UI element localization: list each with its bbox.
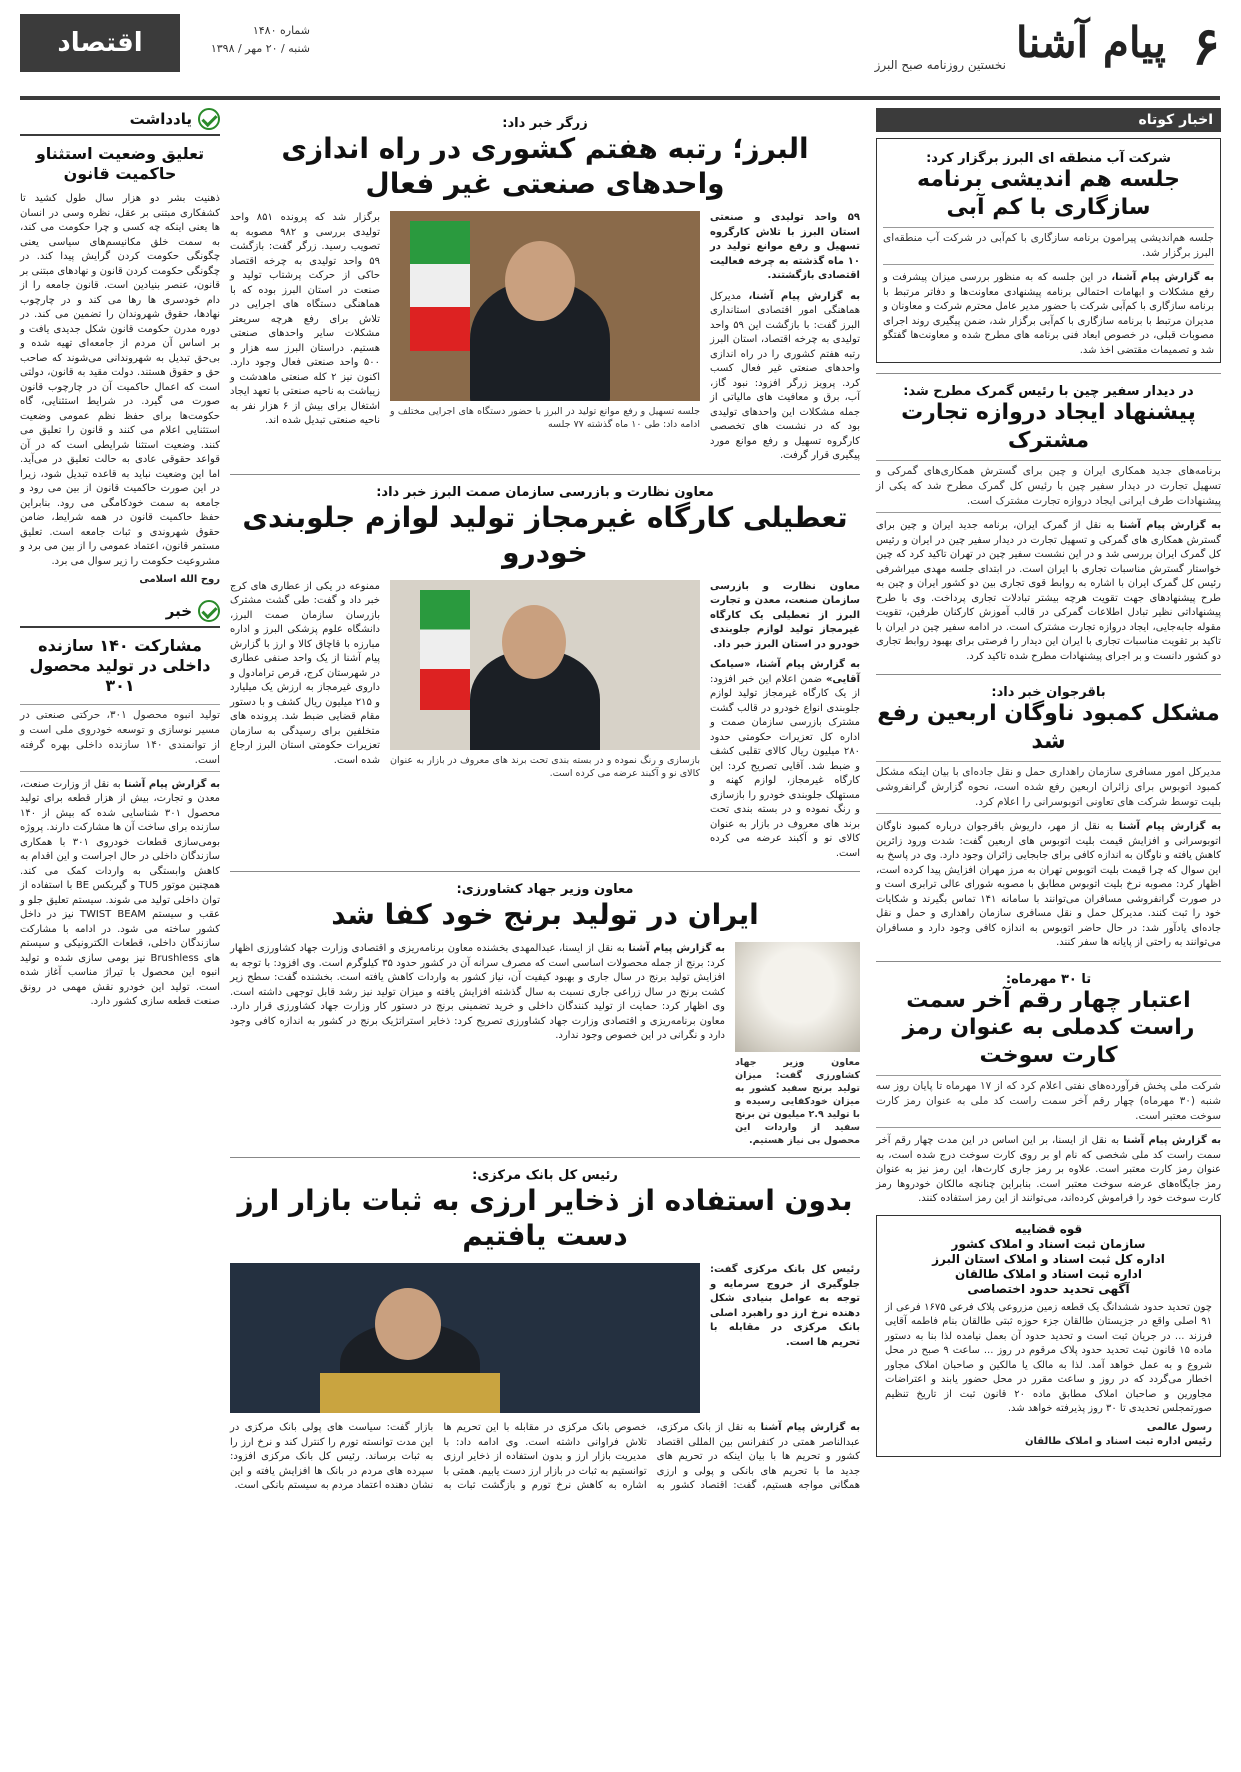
flag-icon: [410, 221, 470, 351]
story-industrial-units: [230, 116, 860, 464]
story1-kicker: زرگر خبر داد:: [502, 116, 588, 131]
story1-lead: ۵۹ واحد تولیدی و صنعتی استان البرز با تلاش کارگروه تسهیل و رفع موانع تولید در ۱۰ ماه گذشته به چرخه فعالیت اقتصادی بازگشتند.: [710, 212, 860, 281]
story2-caption: بازسازی و رنگ نموده و در بسته بندی تحت برند های معروف در بازار به عنوان کالای نو و آکبند عرضه می کرده است.: [390, 754, 700, 779]
note-label: یادداشت: [129, 110, 192, 128]
note-author: روح الله اسلامی: [139, 574, 220, 585]
news1-body: به گزارش پیام آشنا، در این جلسه که به منظور بررسی میزان پیشرفت و رفع مشکلات و ابهامات احتمالی برنامه پیشنهادی معاونت‌ها و دفاتر مرتبط با برنامه سازگاری با کم‌آبی شرکت با حضور مدیر عامل محترم شرکت و معاونان و مدیران مرتبط با برنامه سازگاری با کم‌آبی برگزار شد، ضمن پیگیری روند اجرای مصوبات قبلی، در خصوص ابعاد فنی برنامه های مطرح شده و معاونت‌ها گفتگو شد و تصمیمات مقتضی اخذ شد.: [883, 272, 1214, 356]
news2-kicker: در دیدار سفیر چین با رئیس گمرک مطرح شد:: [903, 384, 1194, 399]
short-news-1: [876, 138, 1221, 363]
check-icon: [198, 108, 220, 130]
flag-icon: [420, 590, 470, 710]
story4-photo: [230, 1263, 700, 1413]
story2-lead: معاون نظارت و بازرسی سازمان صنعت، معدن و تجارت البرز از تعطیلی یک کارگاه غیرمجاز تولید لوازم جلوبندی خودرو در استان البرز خبر داد.: [710, 580, 860, 650]
short-news-label: اخبار کوتاه: [876, 108, 1221, 132]
news4-title: اعتبار چهار رقم آخر سمت راست کدملی به عنوان رمز کارت سوخت: [902, 987, 1195, 1068]
news2-body: به گزارش پیام آشنا به نقل از گمرک ایران، برنامه جدید ایران و چین برای گسترش همکاری های گمرکی و تسهیل تجارت در دیدار سفیر چین در ایران و رئیس کل گمرک ایران بررسی شد و در این نشست سفیر چین در تهران تاکید کرد که چین خواستار گسترش مناسبات تجاری با ایران است. در ابتدای جلسه مهدی میراشرفی رئیس کل گمرک ایران با اشاره به روابط قوی تجاری بین دو کشور ایران و چین به طرح پیشنهادهای جهت تقویت هرچه بیشتر تبادلات تجاری پرداخت. وی با طرح پیشنهاداتی نظیر تبادل اطلاعات گمرکی در قالب آموزش کارکنان طرفین، تقویت مقوله جابه‌جایی، ایجاد دروازه تجارت مشترک است. در ادامه سفیر چین در ایران با تاکید بر تقویت مناسبات تجاری با ایران این دیدار را فرصتی برای بهبود روابط تجاری دو کشور دانست و بر اجرای پیشنهادات مطرح شده تاکید کرد.: [876, 520, 1222, 662]
issue-number: شماره ۱۴۸۰: [252, 24, 310, 37]
notice-title-1: قوه قضاییه: [1014, 1221, 1083, 1236]
short-news-4: [876, 972, 1221, 1207]
notice-signature-name: رسول عالمی: [1146, 1421, 1212, 1433]
story4-lead: رئیس کل بانک مرکزی گفت: جلوگیری از خروج سرمایه و توجه به عوامل بنیادی شکل دهنده نرخ ارز دو راهبرد اصلی بانک مرکزی در مقابله با تحریم ها است.: [710, 1264, 860, 1348]
story1-caption: جلسه تسهیل و رفع موانع تولید در البرز با حضور دستگاه های اجرایی مختلف و ادامه داد: طی ۱۰ ماه گذشته ۷۷ جلسه: [390, 406, 700, 430]
left-column: [20, 108, 220, 1010]
tagline: نخستین روزنامه صبح البرز: [874, 58, 1006, 72]
news4-lead: شرکت ملی پخش فرآورده‌های نفتی اعلام کرد که از ۱۷ مهرماه تا پایان روز سه شنبه (۳۰ مهرماه) چهار رقم آخر سمت راست کد ملی به عنوان رمز کارت سوخت معتبر است.: [876, 1075, 1221, 1128]
note-header: [20, 108, 220, 136]
news3-title: مشکل کمبود ناوگان اربعین رفع شد: [877, 701, 1220, 754]
face-shape: [502, 605, 566, 679]
story3-title: ایران در تولید برنج خود کفا شد: [331, 898, 759, 931]
middle-column: [230, 108, 860, 1494]
story1-photo: [390, 211, 700, 401]
check-icon: [198, 600, 220, 622]
notice-body: چون تحدید حدود ششدانگ یک قطعه زمین مزروعی پلاک فرعی ۱۶۷۵ فرعی از ۹۱ اصلی واقع در جزیستان طالقان جزء حوزه ثبتی طالقان بنام فاطمه آقایی فرزند ... در جریان ثبت است و تحدید حدود آن بعمل نیامده لذا بنا به دستور ماده ۱۵ قانون ثبت تحدید حدود پلاک مرقوم در روز ... ساعت ۹ صبح در محل شروع و به عمل خواهد آمد. لذا به مالک یا مالکین و صاحبان املاک مجاور اخطار می‌گردد که در روز و ساعت مقرر در محل حضور یابند و اعتراضات مجاورین و صاحبان املاک مطابق ماده ۲۰ قانون ثبت از تاریخ تنظیم صورتمجلس تحدیدی تا ۳۰ روز پذیرفته خواهد شد.: [885, 1301, 1212, 1414]
news2-title: پیشنهاد ایجاد دروازه تجارت مشترک: [901, 400, 1196, 453]
story3-caption: معاون وزیر جهاد کشاورزی گفت: میزان تولید برنج سفید کشور به میزان خودکفایی رسیده و با تولید ۲.۹ میلیون تن برنج سفید از واردات این محصول بی نیاز هستیم.: [735, 1057, 860, 1146]
divider: [876, 373, 1221, 374]
story3-body: به گزارش پیام آشنا به نقل از ایسنا، عبدالمهدی بخشنده معاون برنامه‌ریزی و اقتصادی وزارت جهاد کشاورزی اظهار کرد: برنج از جمله محصولات اساسی است که مصرف سرانه آن در کشور حدود ۳۵ کیلوگرم است. وی افزود: با توجه به افزایش تولید برنج در سال جاری و بهبود کیفیت آن، نیاز کشور به واردات کاهش یافته است. بخشنده گفت: سطح زیر کشت برنج در سال زراعی جاری نسبت به سال گذشته افزایش یافته و میزان تولید نیز رشد قابل توجهی داشته است. وی اظهار کرد: حمایت از تولید کنندگان داخلی و خرید تضمینی برنج در دستور کار وزارت جهاد کشاورزی قرار دارد. معاون برنامه‌ریزی و اقتصادی وزارت جهاد کشاورزی تصریح کرد: ذخایر استراتژیک برنج در کشور به اندازه کافی وجود دارد و نگرانی در این خصوص وجود ندارد.: [230, 943, 725, 1041]
divider: [876, 961, 1221, 962]
news3-body: به گزارش پیام آشنا به نقل از مهر، داریوش باقرجوان درباره کمبود ناوگان اتوبوسرانی و افزایش قیمت بلیت اتوبوس های اربعین گفت: شدت ورود زائرین کاهش یافته و ناوگان به اندازه کافی برای جابجایی زائران وجود دارد. وی در پاسخ به این سوال که چرا قیمت بلیت اتوبوس تهران به مرز مهران افزایش پیدا کرده است، اظهار کرد: مصوبه نرخ بلیت اتوبوس مطابق با مصوبه شورای عالی ترابری است و در صورت گرانفروشی مسافران می‌توانند با سامانه ۱۴۱ تماس بگیرند و شکایات خود را ثبت کنند. مدیرکل حمل و نقل مسافری سازمان راهداری و حمل و نقل جاده‌ای یادآور شد: در حال حاضر اتوبوس به اندازه کافی وجود دارد و مسافران می‌توانند به راحتی از پایانه ها سفر کنند.: [876, 821, 1221, 948]
face-shape: [375, 1288, 441, 1360]
story1-body-2: برگزار شد که پرونده ۸۵۱ واحد تولیدی بررسی و ۹۸۲ مصوبه به تصویب رسید. زرگر گفت: بازگشت ۵۹ واحد تولیدی به چرخه اقتصاد حاکی از حرکت پرشتاب تولید و صنعت در استان البرز بوده که با هماهنگی دستگاه های اجرایی در تلاش برای رفع هرچه سریعتر مشکلات سایر واحدهای صنعتی هستیم. دراستان البرز سه هزار و ۵۰۰ واحد صنعتی فعال وجود دارد. اکنون نیز ۲ کله صنعتی ماهدشت و زیباشت به ناحیه صنعتی با تعهد ایجاد اشتغال برای بیش از ۶ هزار نفر به ناحیه صنعتی تبدیل شده اند.: [230, 212, 381, 426]
news4-body: به گزارش پیام آشنا به نقل از ایسنا، بر این اساس در این مدت چهار رقم آخر سمت راست کد ملی شخصی که نام او بر روی کارت سوخت درج شده است، به عنوان رمز کارت معتبر است. علاوه بر رمز جاری کارت‌ها، این رمز نیز به عنوان رمز جایگاه‌های عرضه سوخت معتبر است. بنابراین چنانچه مالکان خودروها رمز کارت سوخت خود را فراموش کرده‌اند، می‌توانند از این رمز استفاده کنند.: [876, 1135, 1221, 1204]
story1-body: به گزارش پیام آشنا، مدیرکل هماهنگی امور اقتصادی استانداری البرز گفت: با بازگشت این ۵۹ واحد تولیدی به چرخه اقتصاد، استان البرز رتبه هفتم کشوری را در راه اندازی واحدهای صنعتی غیر فعال کسب کرد. پرویز زرگر افزود: نبود گاز، آب، برق و معافیت های مالیاتی از جمله مشکلات این واحدهای تولیدی بود که در نشست های تخصصی کارگروه تسهیل و رفع موانع مورد پیگیری قرار گرفت.: [710, 290, 860, 461]
divider: [876, 674, 1221, 675]
divider: [230, 871, 860, 872]
notice-signature-title: رئیس اداره ثبت اسناد و املاک طالقان: [1024, 1436, 1212, 1447]
masthead-rule: [20, 96, 1220, 100]
rice-photo: [735, 942, 860, 1052]
news-lead: تولید انبوه محصول ۳۰۱، حرکتی صنعتی در مسیر نوسازی و توسعه خودروی ملی است و از توانمندی ۱۴۰ سازنده داخلی بهره گرفته است.: [20, 704, 220, 772]
story2-photo: [390, 580, 700, 750]
story-illegal-workshop: [230, 485, 860, 862]
section-label: اقتصاد: [20, 14, 180, 72]
newspaper-logo: پیام آشنا: [1015, 18, 1166, 67]
notice-title-4: اداره ثبت اسناد و املاک طالقان: [955, 1266, 1142, 1281]
news1-title: جلسه هم اندیشی برنامه سازگاری با کم آبی: [917, 167, 1180, 220]
story2-body-2: ممنوعه در یکی از عطاری های کرج خبر داد و گفت: طی گشت مشترک بازرسان سازمان صمت البرز، دانشگاه علوم پزشکی البرز و اداره مبارزه با قاچاق کالا و ارز با گزارش پیام آشنا از یک واحد صنفی عطاری در شهرستان کرج، قرص ترامادول و داروی غیرمجاز به ارزش یک میلیارد و ۲۱۵ میلیون ریال کشف و با دستور مقام قضایی ضبط شد. پرونده های متخلفین برای رسیدگی به سازمان تعزیرات حکومتی استان البرز ارجاع شده است.: [230, 580, 380, 766]
story4-body: به گزارش پیام آشنا به نقل از بانک مرکزی، عبدالناصر همتی در کنفرانس بین المللی اقتصاد کشور و تحریم ها با بیان اینکه در تحریم های جدید ما با تحریم های بانکی و پولی و ارزی همگانی مواجه هستیم، گفت: اقتصاد کشور به خصوص بانک مرکزی در مقابله با این تحریم ها تلاش فراوانی داشته است. وی ادامه داد: با مدیریت بازار ارز و بدون استفاده از ذخایر ارزی توانستیم به ثبات در بازار ارز دست یابیم. همتی با اشاره به کاهش نرخ تورم و بازگشت ثبات به بازار گفت: سیاست های پولی بانک مرکزی در این مدت توانسته تورم را کنترل کند و نرخ ارز را به ثبات برساند. رئیس کل بانک مرکزی افزود: سپرده های مردم در بانک ها افزایش یافته و این نشان دهنده اعتماد مردم به سیستم بانکی است.: [230, 1422, 860, 1491]
story-central-bank: [230, 1168, 860, 1494]
notice-title-2: سازمان ثبت اسناد و املاک کشور: [951, 1236, 1146, 1251]
news1-lead: جلسه هم‌اندیشی پیرامون برنامه سازگاری با کم‌آبی در شرکت آب منطقه‌ای البرز برگزار شد.: [883, 227, 1214, 265]
issue-info: [211, 22, 310, 58]
note-body: ذهنیت بشر دو هزار سال طول کشید تا کشفکاری مبتنی بر عقل، نظره وسی در انسان ها یعنی اینکه چه کسی و چرا حکومت می کند، به سمت خلق مکانیسم‌های سیاسی یعنی چگونگی حکومت کردن گرایش پیدا کند. در چگونگی حکومت کردن قانون و نهادهای مبتنی بر قانون، عنصر بنیادین است. قانون جامعه را از دام خودسری ها رها می کند و در چارچوب نهادها، حقوق شهروندان را تضمین می کند. در دوره مدرن حکومت قانون شکل جدیدی یافت و بر اساس آن مردم از جامعه‌ای تهیه شده و بی‌حق تبدیل به شهروندانی می‌شوند که صاحب حق و حقوق هستند. دولت مقید به قانون، دولتی است که اعمال حاکمیت آن در چارچوب قانون صورت می گیرد. در شرایط استثنایی، گاه حکومت‌ها برای حفظ نظم عمومی وضعیت استثنایی اعلام می کنند و قانون را تعلیق می کنند. وضعیت استثنا شرایطی است که در آن قواعد حقوقی عادی به حالت تعلیق در می‌آید. اما این وضعیت نباید به قاعده تبدیل شود، زیرا در این صورت حاکمیت قانون از بین می رود و جامعه به سمت خودکامگی می رود. بنابراین حفظ حاکمیت قانون در همه شرایط، ضامن حقوق شهروندی و ثبات جامعه است. تعلیق مستمر قانون، اعتماد عمومی را از بین می برد و مشروعیت حکومت را زیر سوال می برد.: [20, 193, 220, 567]
news-body: به گزارش پیام آشنا به نقل از وزارت صنعت، معدن و تجارت، بیش از هزار قطعه برای تولید محصول ۳۰۱ شناسایی شده که بیش از ۱۴۰ سازنده برای ساخت آن ها مشارکت دارند. پروژه بومی‌سازی قطعات خودروی ۳۰۱ با همکاری سازندگان داخلی در حال اجراست و این اقدام به کاهش وابستگی به واردات کمک می کند. همچنین موتور TU5 و گیربکس BE با استفاده از توان داخلی تولید می شوند. سیستم تعلیق جلو و عقب و سیستم TWIST BEAM نیز در داخل کشور ساخته می شود. در ادامه با مشارکت سازندگان داخلی، قطعات الکترونیکی و سیستم های Brushless نیز بومی سازی شده و تولید انبوه این محصول با تیراژ مناسب آغاز شده است. تولید این خودرو نقش مهمی در رونق صنعت قطعه سازی کشور دارد.: [20, 778, 221, 1007]
story4-kicker: رئیس کل بانک مرکزی:: [472, 1168, 618, 1183]
face-shape: [505, 241, 575, 321]
notice-title-3: اداره کل ثبت اسناد و املاک استان البرز: [932, 1251, 1165, 1266]
divider: [230, 1157, 860, 1158]
story2-kicker: معاون نظارت و بازرسی سازمان صمت البرز خبر داد:: [376, 484, 714, 500]
short-news-3: [876, 685, 1221, 951]
news-label: خبر: [165, 601, 192, 620]
page-number: ۶: [1192, 16, 1220, 77]
podium-shape: [320, 1373, 500, 1413]
notice-title-5: آگهی تحدید حدود اختصاصی: [967, 1281, 1130, 1296]
story3-kicker: معاون وزیر جهاد کشاورزی:: [456, 882, 634, 897]
short-news-2: [876, 384, 1221, 664]
story2-title: تعطیلی کارگاه غیرمجاز تولید لوازم جلوبندی خودرو: [242, 500, 848, 569]
news4-kicker: تا ۳۰ مهرماه:: [1005, 971, 1092, 987]
news3-kicker: باقرجوان خبر داد:: [991, 685, 1106, 700]
news1-kicker: شرکت آب منطقه ای البرز برگزار کرد:: [926, 151, 1171, 166]
story-rice-production: [230, 882, 860, 1147]
news3-lead: مدیرکل امور مسافری سازمان راهداری حمل و نقل جاده‌ای با بیان اینکه مشکل کمبود اتوبوس برای زائران اربعین رفع شده است، نحوه گزارش گرانفروشی بلیت توسط شرکت های تعاونی اتوبوسرانی را اعلام کرد.: [876, 761, 1221, 814]
news-title: مشارکت ۱۴۰ سازنده داخلی در تولید محصول ۳۰۱: [29, 635, 211, 695]
story1-title: البرز؛ رتبه هفتم کشوری در راه اندازی واحدهای صنعتی غیر فعال: [281, 132, 809, 200]
story2-body: به گزارش پیام آشنا، «سیامک آقایی» ضمن اعلام این خبر افزود: از یک کارگاه غیرمجاز تولید لوازم جلوبندی انواع خودرو در قالب گشت مشترک بازرسی سازمان صمت و اداره کل تعزیرات حکومتی حدود ۲۸۰ میلیون ریال کالای تقلبی کشف و ضبط شد. آقایی تصریح کرد: این کارگاه غیرمجاز، لوازم کهنه و مستهلک جلوبندی خودرو را بازسازی و رنگ نموده و در بسته بندی تحت برند های معروف در بازار به عنوان کالای نو و آکبند عرضه می کرده است.: [710, 659, 860, 859]
divider: [230, 474, 860, 475]
legal-notice: [876, 1215, 1221, 1457]
news-header: [20, 600, 220, 628]
issue-date: شنبه / ۲۰ مهر / ۱۳۹۸: [210, 42, 310, 55]
news2-lead: برنامه‌های جدید همکاری ایران و چین برای گسترش همکاری‌های گمرکی و تسهیل تجارت در دیدار سفیر چین با رئیس کل گمرک مطرح شد که یکی از پیشنهادات طرف ایرانی ایجاد دروازه تجارت مشترک است.: [876, 460, 1221, 513]
masthead: [20, 14, 1220, 77]
note-title: تعلیق وضعیت استثناو حاکمیت قانون: [35, 144, 205, 183]
story4-title: بدون استفاده از ذخایر ارزی به ثبات بازار ارز دست یافتیم: [237, 1184, 853, 1252]
right-column: [876, 108, 1221, 1457]
